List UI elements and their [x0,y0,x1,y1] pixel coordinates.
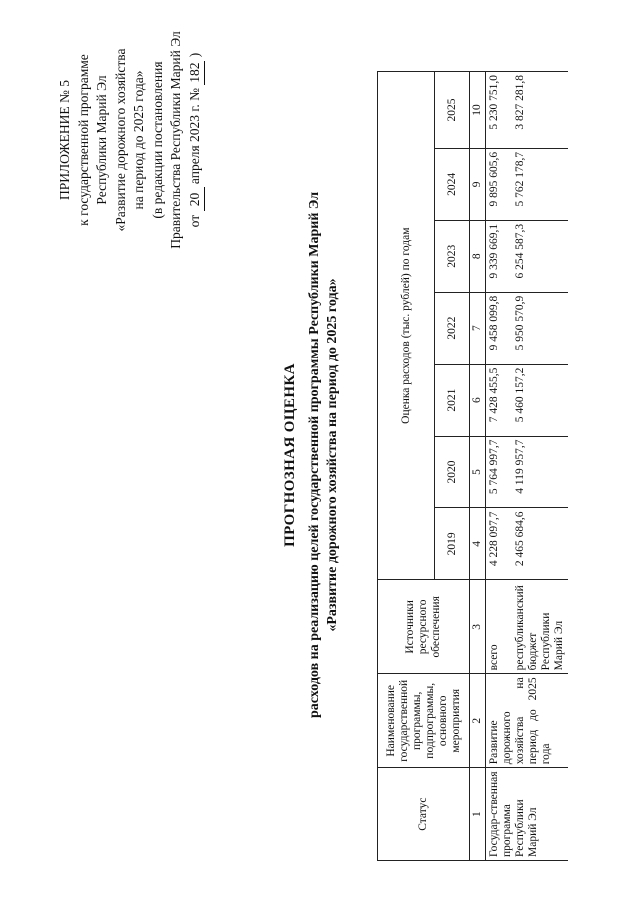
document-title: ПРОГНОЗНАЯ ОЦЕНКА [282,363,298,547]
column-number: 4 [470,508,486,580]
value-cell: 7 428 455,5 [486,364,513,436]
value-cell: 9 895 605,6 [486,148,513,220]
year-header: 2024 [435,148,470,220]
year-header: 2021 [435,364,470,436]
column-number: 6 [470,364,486,436]
column-number: 3 [470,580,486,674]
column-number: 2 [470,674,486,768]
appendix-block [56,15,205,265]
appendix-line: Правительства Республики Марий Эл [168,31,183,249]
source-cell: республиканский бюджет Республики Марий Эл [512,580,568,674]
value-cell: 5 460 157,2 [512,364,568,436]
source-cell: всего [486,580,513,674]
value-cell: 9 339 669,1 [486,220,513,292]
year-header: 2022 [435,292,470,364]
column-number: 10 [470,72,486,149]
value-cell: 5 764 997,7 [486,436,513,508]
column-number: 8 [470,220,486,292]
value-cell: 5 762 178,7 [512,148,568,220]
value-cell: 5 230 751,0 [486,72,513,149]
date-day: 20 [186,187,206,211]
appendix-line: к государственной программе [75,54,91,226]
status-cell: Государ-ственная программа Республики Марий Эл [486,768,569,861]
column-number: 7 [470,292,486,364]
column-number: 9 [470,148,486,220]
subtitle-line: «Развитие дорожного хозяйства на период до 2025 года» [325,278,340,632]
year-header: 2023 [435,220,470,292]
appendix-line: (в редакции постановления [149,61,165,219]
value-cell: 3 827 281,8 [512,72,568,149]
value-cell: 9 458 099,8 [486,292,513,364]
header-estimate: Оценка расходов (тыс. рублей) по годам [378,72,435,580]
value-cell: 5 950 570,9 [512,292,568,364]
expense-estimate-table [377,71,568,861]
column-number-row [470,72,486,861]
year-header: 2019 [435,508,470,580]
column-number: 1 [470,768,486,861]
doc-number: 182 [186,61,206,85]
document-subtitle [306,85,342,825]
appendix-date-line [186,15,206,265]
value-cell: 4 119 957,7 [512,436,568,508]
appendix-line: Республики Марий Эл [94,75,109,205]
close-paren: ) [186,52,202,58]
appendix-number: ПРИЛОЖЕНИЕ № 5 [57,79,72,201]
year-header: 2025 [435,72,470,149]
program-name-cell: Развитие дорожного хозяйства на период до 2025 года [486,674,569,768]
table-row [486,72,513,861]
header-source: Источники ресурсного обеспечения [378,580,470,674]
header-status: Статус [378,768,470,861]
date-month-year: апреля 2023 г. № [186,87,202,185]
subtitle-line: расходов на реализацию целей государственной программы Республики Марий Эл [307,191,322,719]
value-cell: 4 228 097,7 [486,508,513,580]
appendix-line: на период до 2025 года» [131,70,146,210]
value-cell: 2 465 684,6 [512,508,568,580]
column-number: 5 [470,436,486,508]
header-row [378,72,435,861]
appendix-line: «Развитие дорожного хозяйства [112,48,128,232]
header-name: Наименование государственной программы, подпрограммы, основного мероприятия [378,674,470,768]
date-prefix: от [186,214,202,228]
value-cell: 6 254 587,3 [512,220,568,292]
year-header: 2020 [435,436,470,508]
